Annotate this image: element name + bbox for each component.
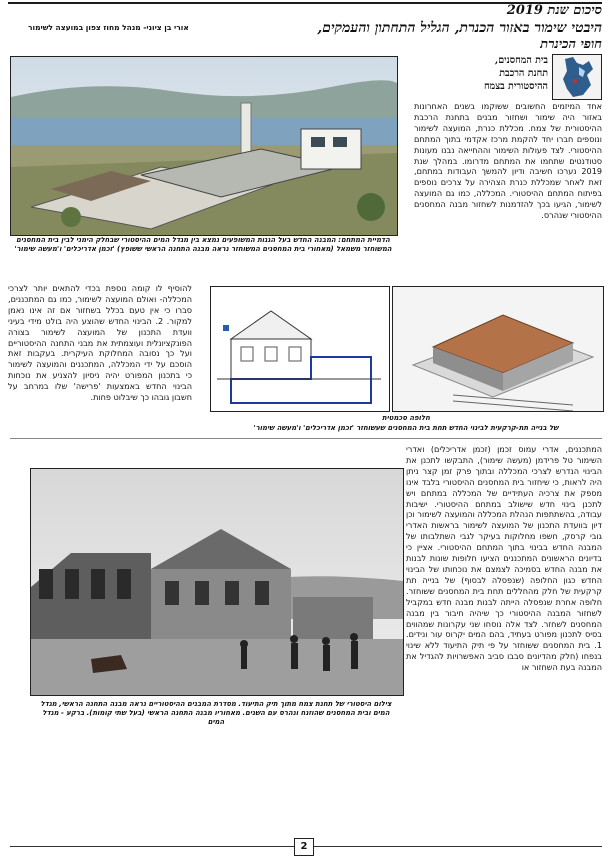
- article-title-line2: חופי הכינרת: [540, 37, 602, 52]
- map-icon: [553, 55, 601, 99]
- section1-title: [414, 54, 548, 93]
- page-number: 2: [294, 838, 314, 856]
- section1-title-line3: ההיסטורית בצמח: [483, 81, 548, 92]
- section-caption: של בנייה תת-קרקעית לבינוי החדש תחת בית המחסנים שעשוחזר 'זכמן אדריכלים' ו'מעשה שימור': [253, 424, 559, 432]
- section1-title-line1: בית המחסנים,: [494, 55, 548, 66]
- section1-title-line2: תחנת הרכבת: [499, 68, 548, 79]
- section1-heading: [414, 54, 602, 98]
- divider: [10, 438, 602, 439]
- region-map: [552, 54, 602, 100]
- article-title: היבטי שימור באזור הכנרת, הגליל התחתון והעמקים,: [317, 20, 602, 36]
- author-byline: אורי בן ציוני- מנהל מחוז צפון במועצה לשימור: [28, 23, 189, 32]
- rendering-caption: הדמיית המתחם: המבנה החדש בעל הגגות המשופעים נמצא בין מגדל המים ההיסטורי שבחלק הימני לבין בית המחסנים המשוחזר משמאל (מאחורי בית המחסנים המשוחזר נראה מבנה התחנה הראשי ששופץ) 'זכמן אדריכלים' ו'מעשה שימור': [14, 236, 392, 253]
- historic-photo-caption: צילום היסטורי של תחנת צמח מתוך תיק התיעוד. מסדרת המבנים ההיסטוריים נראה מבנה התחנה הראשי, מגדל המים ובית המחסנים שהוזנח ונהרס עם השנים. מאחוריו מבנה התחנה הראשי (בעל שתי קומות). ברקע - מגדל המים: [40, 700, 392, 726]
- cross-section-drawing: [210, 286, 390, 412]
- historic-photo: [30, 468, 404, 696]
- section-caption-title: חלופה סכמטית: [382, 414, 430, 422]
- section2-body: להוסיף לו קומה נוספת בכדי להתאים יותר לצרכי המכללה- ואולם המועצה לשימור, כמו גם המתכננים, סברו כי אין טעם בכלל בשחזור אם זה אינו נאמן למקור. 2. הבינוי החדש שהוצע היה בולט מידי בעיני וועדת התכנון של המועצה לשימור בצורה הפונקציונלית ועוצמתית את מבני התחנה ההיסטוריים ועל כך נסובה המחלוקת העיקרית. בעקבות זאת הוסכם על ידי המכללה, המתכננים והמועצה לשימור כי בתכנון המפורט יהיה ניסיון להצניע את נוכחות הבינוי החדש באמצעות 'פרישה' שלו במרחב על חשבון גובהו כך שיבלוט פחות.: [8, 283, 192, 403]
- series-title: סיכום שנת 2019: [506, 3, 602, 18]
- 3d-render: [392, 286, 604, 412]
- section3-body: המתכננים, אדרי עמוס זכמן (זכמן אדריכלים) ואדרי השימור טל פרידמן (מעשה שימור), התבקשו לתכנן את הבינוי הנדרש לצרכי המכללה ובתוך פרק זמן קצר ניתן היה לראות, כי שיחזור בית המחסנים ההיסטורי בלבד אינו מספק את צרכיה העתידיים של המכללה במתחם ויש לתכנן בינוי חדש שישולב במתחם ההיסטורי. ישיבות עבודה, בהשתתפות הנהלת המכללה והמועצה לשימור וכן דיון בוועדת התכנון של המועצה לשימור בראשות האדרי גובי קרסק, חשפו מחלוקות בעיקר לגבי השתלבותו של המבנה החדש בבינוי בתוך המתחם ההיסטורי. אציין כי בדיונים הראשונים המתכננים הציעו חלופות שונות לבנות את מבנה החדש בסמיכה לצמצם את נוכחותו של הבינוי החדש כגון החלופה (שנפסלה לבסוף) של בנייה תת קרקעית של חלק מהחללים תחת בית המחסנים ששוחזר. חלופה אחרת שנפסלה הייתה לבנות מבנה חדש במקביל לשחזור המבנה ההיסטורי כך שיהיה חיבור בין מבנה המחסנים לשחזר. לצד אלה נוסחו שני עקרונות שמהווים בסיס לתכנון מפורט בעתיד, בהם המים יקרוס עור ונידים. 1. בית המחסנים ששוחזר על פי תיק התיעוד ללא שינוי בנפחו (חלק מהדיונים סבבו סביב האפשרויות להגדיל את המבנה בעת השחזור או: [406, 444, 602, 673]
- section-drawing-svg: [211, 287, 389, 411]
- rendering-illustration: [11, 57, 397, 235]
- section1-body: אחד המיזמים החשובים ששוקמו בשנים האחרונות באזור היה שימור ושחזור מבנים בתחנת הרכבת ההיסטורית של צמח. מכללת כנרת, המועצה לשימור ונוספים חברו יחד להקמת מרכז אקדמי בתוך המתחם ההיסטורי. לצד פעולות השימור וההחייאה נבנו מעונות סטודנטים שתחמו את המתחם מדרומו. במהלך שנת 2019 נערכו חשיבה ודיון להמשך העבודות במתחם, זאת לאחר שמכללת כנרת הצהירה על צרכים נוספים בפיתוח המתחם ההיסטורי. המכללה, כמו גם המועצה לשימור, הגיעו בכך להזדמנות לשחזור מבנה המחסנים ההיסטורי שנהרס.: [414, 101, 602, 221]
- historic-photo-svg: [31, 469, 403, 695]
- rendering-photo: [10, 56, 398, 236]
- 3d-render-svg: [393, 287, 603, 411]
